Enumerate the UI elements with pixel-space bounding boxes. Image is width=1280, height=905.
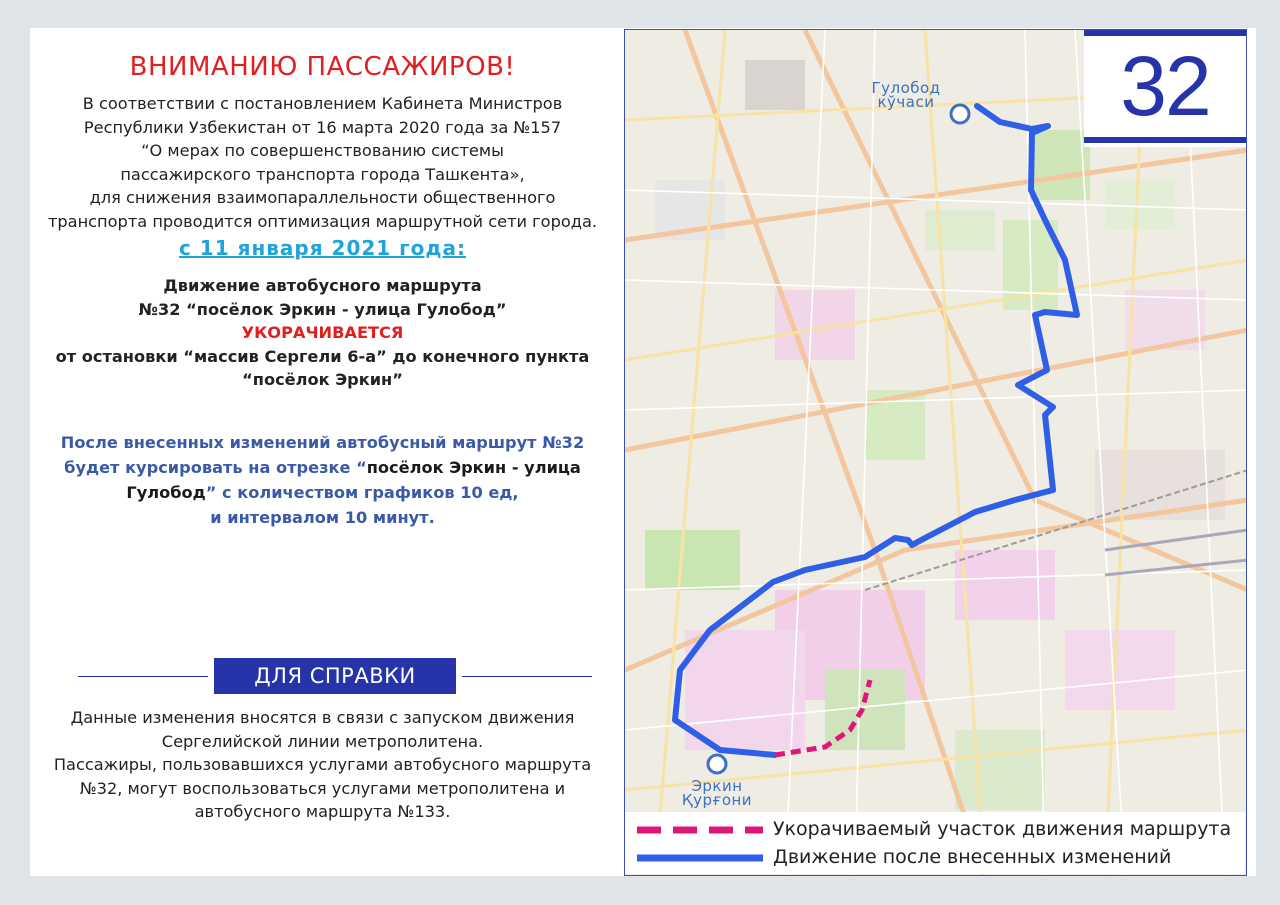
legend-label-new-route: Движение после внесенных изменений (773, 846, 1172, 868)
route-number: 32 (1120, 39, 1210, 133)
notice-panel (30, 28, 615, 876)
badge-bar-bottom (1084, 137, 1246, 143)
route-number-badge (1084, 30, 1246, 147)
intro-line: для снижения взаимопараллельности общественного (89, 188, 556, 207)
stop-label-north-line: кўчаси (877, 93, 935, 111)
effective-date (30, 236, 615, 260)
stop-label-south-line: Эркин (691, 777, 743, 795)
after-change-line: После внесенных изменений автобусный маршрут №32 (60, 433, 585, 452)
badge-bar-top (1084, 30, 1246, 36)
intro-line: Республики Узбекистан от 16 марта 2020 года за №157 (83, 117, 562, 137)
stop-label-south (672, 779, 762, 807)
legend-swatch-shortened (633, 816, 773, 844)
reference-header: ДЛЯ СПРАВКИ (214, 658, 456, 694)
legend-item-new-route (625, 844, 1245, 872)
reference-line: автобусного маршрута №133. (194, 802, 451, 821)
reference-divider-left (78, 676, 208, 677)
reference-line: Данные изменения вносятся в связи с запуском движения (70, 708, 575, 727)
map-legend (625, 812, 1245, 874)
route-status: УКОРАЧИВАЕТСЯ (241, 323, 404, 342)
route-change-line: №32 “посёлок Эркин - улица Гулобод” (138, 299, 507, 319)
reference-line: Сергелийской линии метрополитена. (161, 731, 484, 751)
intro-line: пассажирского транспорта города Ташкента», (120, 164, 525, 184)
route-map[interactable] (624, 29, 1247, 876)
intro-paragraph (30, 92, 615, 233)
after-change-text: будет курсировать на отрезке “ (64, 458, 367, 477)
legend-label-shortened: Укорачиваемый участок движения маршрута (773, 818, 1232, 840)
stop-label-north-line: Гулобод (871, 79, 941, 97)
reference-divider-right (462, 676, 592, 677)
after-change-block (30, 430, 615, 530)
stop-marker-north (951, 105, 969, 123)
legend-swatch-new-route (633, 844, 773, 872)
route-change-line: “посёлок Эркин” (242, 370, 403, 389)
legend-item-shortened (625, 816, 1245, 844)
intro-line: транспорта проводится оптимизация маршрутной сети города. (47, 211, 598, 231)
intro-line: В соответствии с постановлением Кабинета Министров (82, 94, 563, 113)
notice-title: ВНИМАНИЮ ПАССАЖИРОВ! (129, 52, 516, 82)
map-canvas (625, 30, 1247, 876)
reference-line: №32, могут воспользоваться услугами метрополитена и (79, 778, 566, 798)
reference-line: Пассажиры, пользовавшихся услугами автобусного маршрута (53, 755, 592, 774)
after-change-key: посёлок Эркин - улица (366, 458, 581, 477)
stop-marker-south (708, 755, 726, 773)
route-change-line: от остановки “массив Сергели 6-а” до конечного пункта (55, 346, 590, 366)
reference-header-row (30, 658, 615, 694)
reference-paragraph (30, 706, 615, 824)
route-change-block (30, 274, 615, 392)
stop-label-north (866, 81, 946, 109)
after-change-key: Гулобод (126, 483, 206, 502)
stop-label-south-line: Қурғони (681, 791, 753, 809)
intro-line: “О мерах по совершенствованию системы (141, 141, 504, 160)
after-change-text: ” с количеством графиков 10 ед, (205, 483, 519, 502)
route-change-line: Движение автобусного маршрута (163, 276, 482, 295)
after-change-line (30, 455, 615, 480)
after-change-line: и интервалом 10 минут. (210, 508, 435, 527)
effective-date-text: с 11 января 2021 года: (178, 236, 466, 260)
after-change-line (30, 480, 615, 505)
